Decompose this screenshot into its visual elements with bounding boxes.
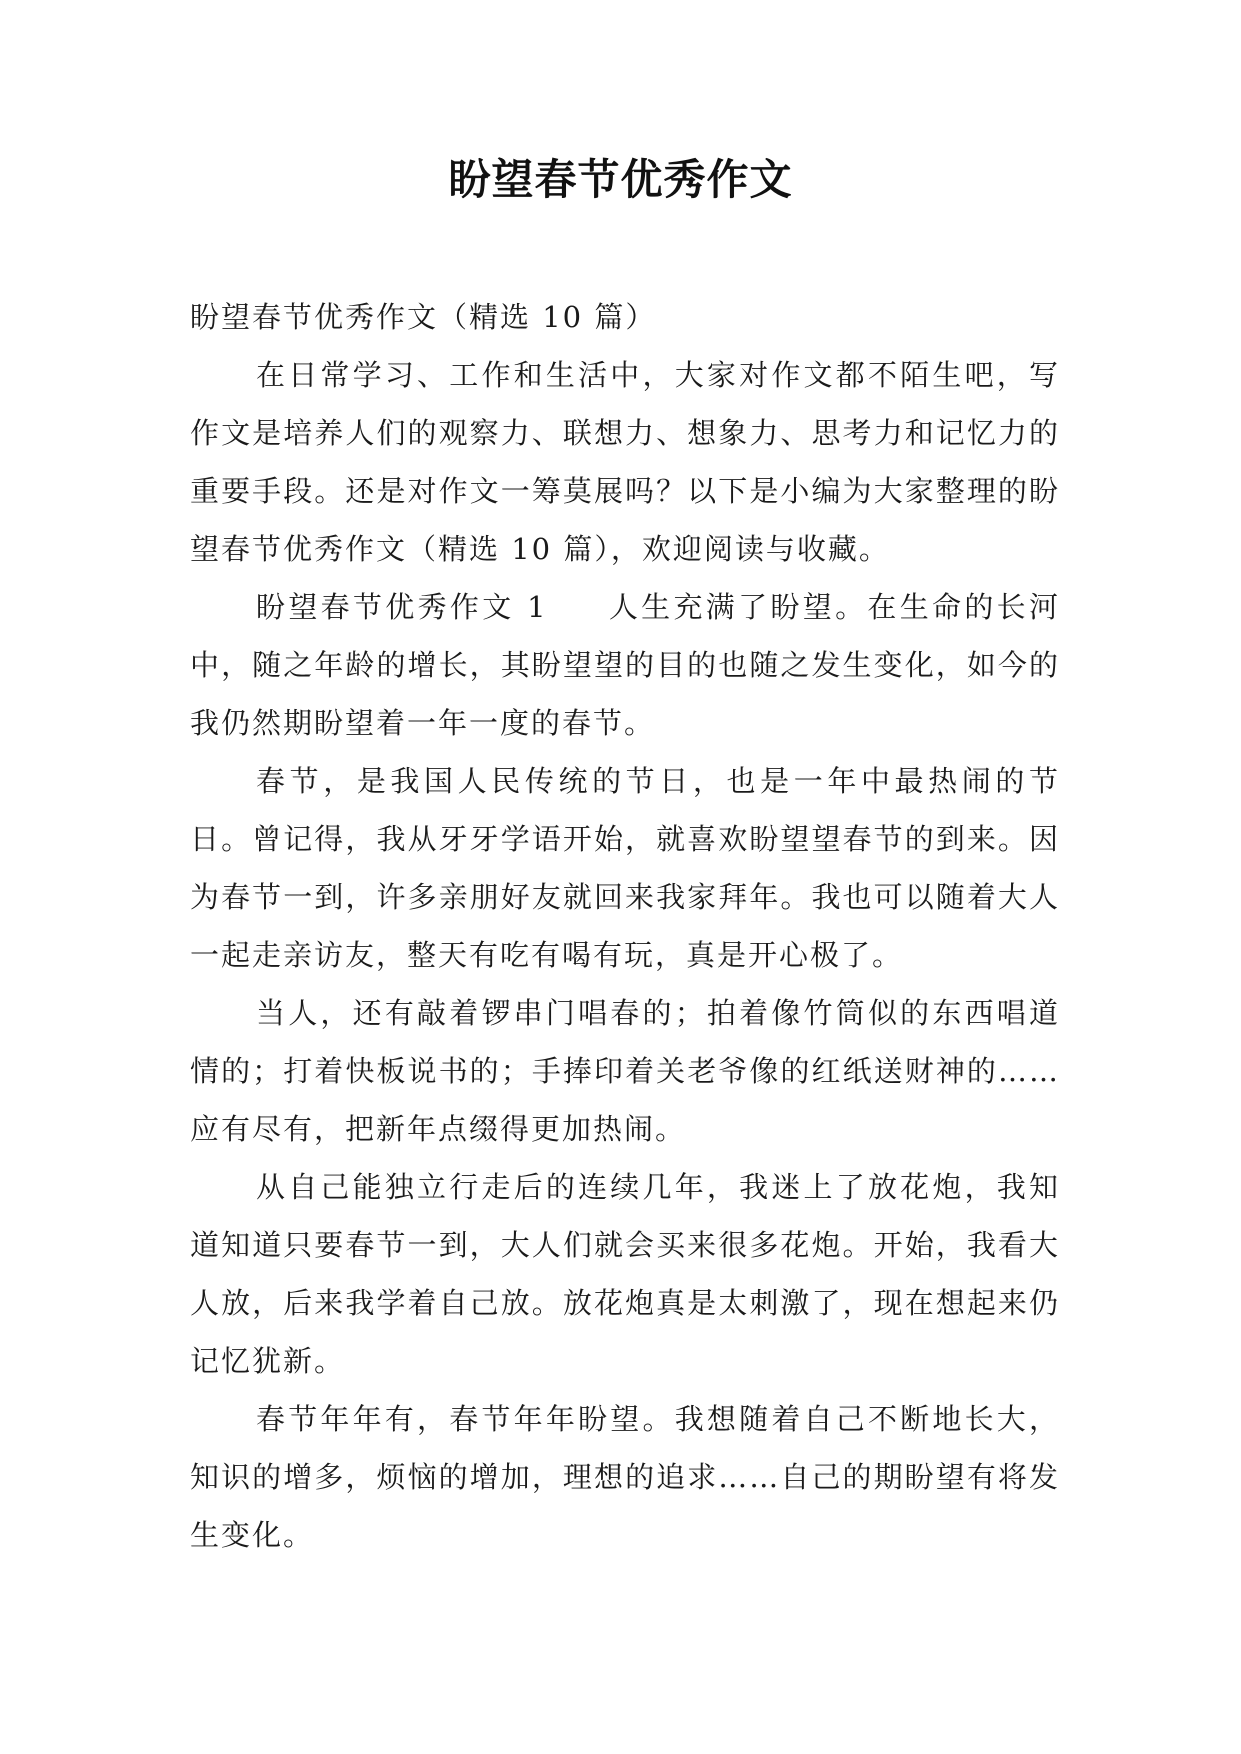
body-paragraph: 当人，还有敲着锣串门唱春的；拍着像竹筒似的东西唱道情的；打着快板说书的；手捧印着关老爷像的红纸送财神的……应有尽有，把新年点缀得更加热闹。 (190, 996, 1060, 1146)
document-title: 盼望春节优秀作文 (448, 155, 793, 204)
intro-paragraph: 在日常学习、工作和生活中，大家对作文都不陌生吧，写作文是培养人们的观察力、联想力、想象力、思考力和记忆力的重要手段。还是对作文一筹莫展吗？以下是小编为大家整理的盼望春节优秀作文（精选 10 篇），欢迎阅读与收藏。 (190, 358, 1060, 566)
document-body (190, 288, 1060, 1564)
document-subtitle: 盼望春节优秀作文（精选 10 篇） (190, 300, 657, 334)
body-paragraph: 春节年年有，春节年年盼望。我想随着自己不断地长大，知识的增多，烦恼的增加，理想的追求……自己的期盼望有将发生变化。 (190, 1402, 1060, 1552)
essay-1-paragraph (190, 578, 1060, 752)
body-paragraph: 春节，是我国人民传统的节日，也是一年中最热闹的节日。曾记得，我从牙牙学语开始，就喜欢盼望望春节的到来。因为春节一到，许多亲朋好友就回来我家拜年。我也可以随着大人一起走亲访友，整天有吃有喝有玩，真是开心极了。 (190, 764, 1060, 972)
body-paragraph: 从自己能独立行走后的连续几年，我迷上了放花炮，我知道知道只要春节一到，大人们就会买来很多花炮。开始，我看大人放，后来我学着自己放。放花炮真是太刺激了，现在想起来仍记忆犹新。 (190, 1170, 1060, 1378)
essay-1-heading: 盼望春节优秀作文 1 (256, 590, 548, 624)
essay-1-first-text: 人生充满了盼望。在生命的长河中，随之年龄的增长，其盼望望的目的也随之发生变化，如今的我仍然期盼望着一年一度的春节。 (190, 590, 1060, 740)
